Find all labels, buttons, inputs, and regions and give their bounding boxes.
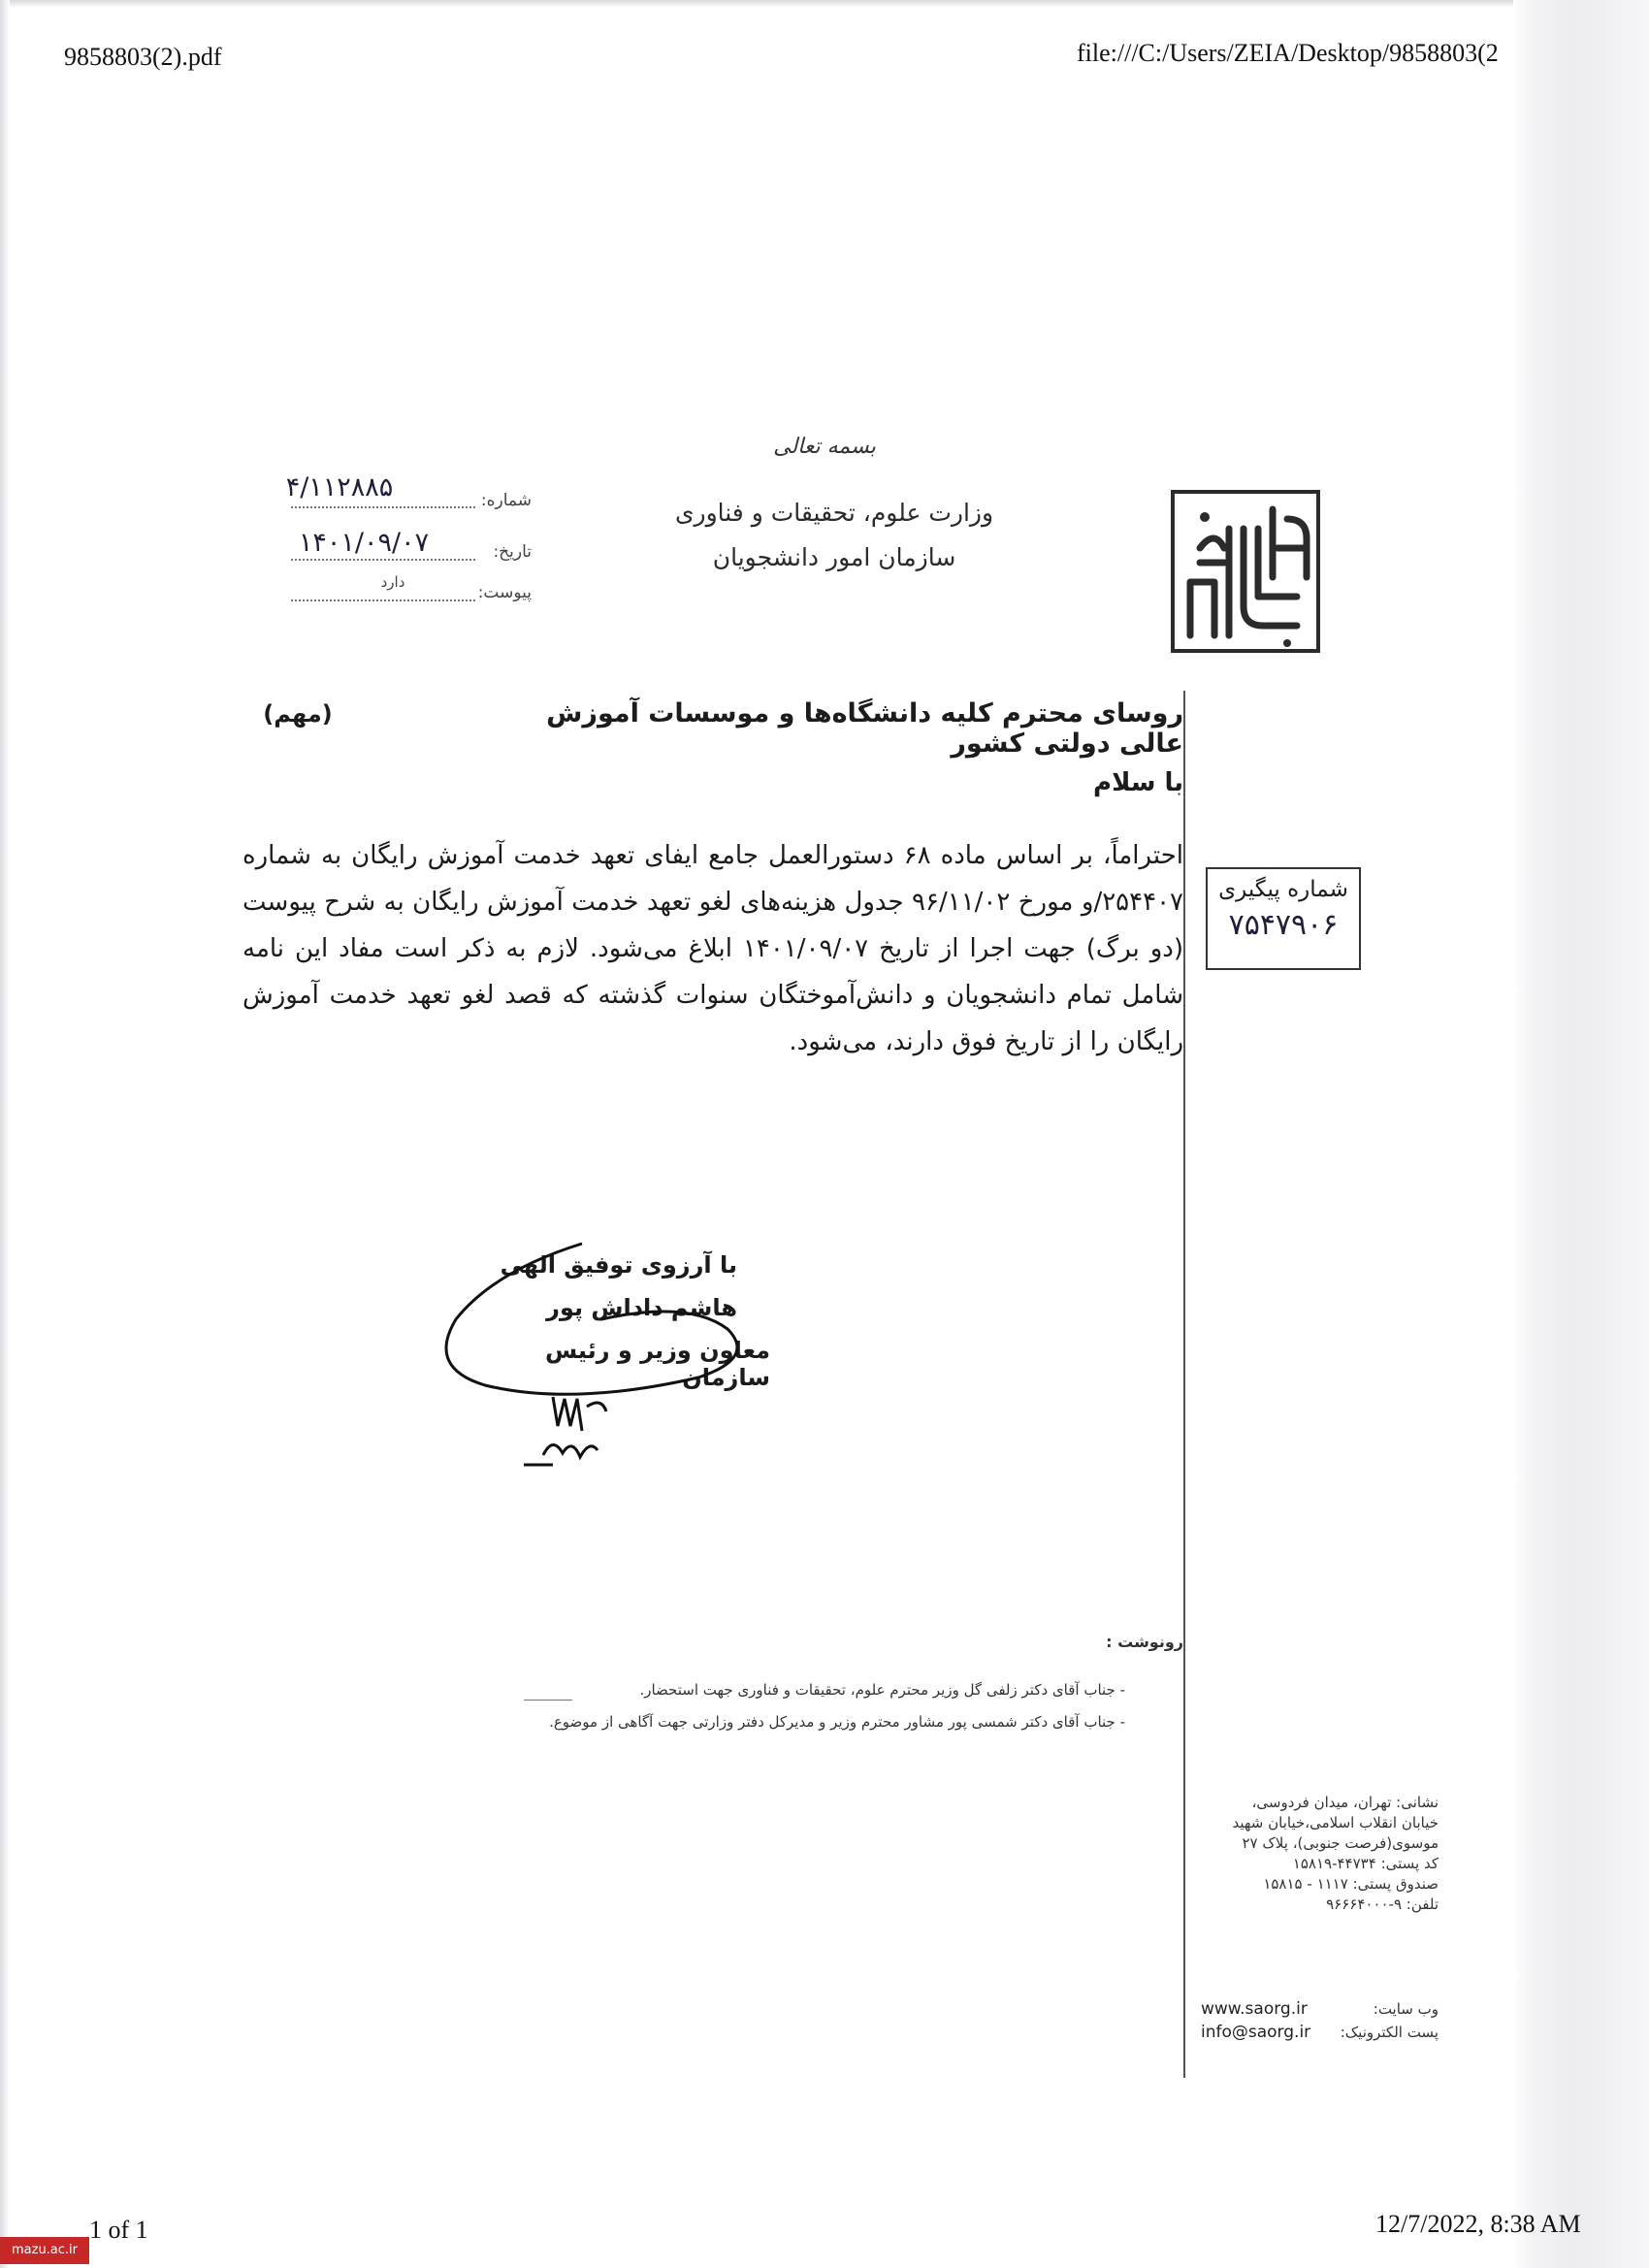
cc-title: رونوشت : [1106,1633,1183,1651]
paper-edge-right [1513,0,1649,2268]
organization-name: سازمان امور دانشجویان [712,543,956,571]
print-filename: 9858803(2).pdf [64,43,222,71]
signatory-title: معاون وزیر و رئیس سازمان [544,1337,770,1391]
addressee: روسای محترم کلیه دانشگاه‌ها و موسسات آموزش عالی دولتی کشور [546,698,1183,759]
handwritten-signature-icon [407,1232,776,1474]
address-line: صندوق پستی: ۱۱۱۷ - ۱۵۸۱۵ [1263,1875,1439,1893]
cc-dash [524,1700,572,1701]
signature-closing: با آرزوی توفیق الهی [500,1251,737,1279]
address-line: خیابان انقلاب اسلامی،خیابان شهید [1232,1814,1439,1831]
date-dots [291,559,475,561]
address-line: موسوی(فرصت جنوبی)، پلاک ۲۷ [1242,1834,1439,1852]
tracking-label: شماره پیگیری [1218,877,1348,902]
paper-edge-left [0,0,10,2268]
letter-body: احتراماً، بر اساس ماده ۶۸ دستورالعمل جامع ایفای تعهد خدمت آموزش رایگان به شماره ۲۵۴۴۰۷/و مورخ ۹۶/۱۱/۰۲ جدول هزینه‌های لغو تعهد خدمت آموزش رایگان به شرح پیوست (دو برگ) جهت اجرا از تاریخ ۱۴۰۱/۰۹/۰۷ ابلاغ می‌شود. لازم به ذکر است مفاد این نامه شامل تمام دانشجویان و دانش‌آموختگان سنوات گذشته که قصد لغو تعهد خدمت آموزش رایگان را از تاریخ فوق دارند، می‌شود. [242,841,1184,1056]
print-page-count: 1 of 1 [89,2216,148,2244]
email-address[interactable]: info@saorg.ir [1201,2023,1311,2042]
address-line: تلفن: ۹-۹۶۶۶۴۰۰۰ [1326,1895,1439,1913]
tracking-number: ۷۵۴۷۹۰۶ [1228,908,1339,942]
website-row [1201,1998,1439,2020]
cc-line: - جناب آقای دکتر شمسی پور مشاور محترم وزیر و مدیرکل دفتر وزارتی جهت آگاهی از موضوع. [549,1713,1125,1731]
attachment-label: پیوست: [477,583,532,602]
email-label: پست الکترونیک: [1340,2024,1439,2041]
print-datetime: 12/7/2022, 8:38 AM [1375,2210,1581,2238]
address-line: کد پستی: ۴۴۷۳۴-۱۵۸۱۹ [1292,1855,1439,1872]
address-line: نشانی: تهران، میدان فردوسی، [1251,1794,1439,1811]
salutation: با سلام [1093,768,1183,797]
letter-number-label: شماره: [480,491,532,510]
signatory-name: هاشم داداش پور [546,1294,737,1321]
website-url[interactable]: www.saorg.ir [1201,1999,1308,2019]
tracking-number-box [1206,867,1361,970]
priority-mark: (مهم) [263,700,333,728]
margin-rule [1183,691,1185,2078]
website-label: وب سایت: [1373,2000,1439,2018]
letter-date-label: تاریخ: [493,542,532,562]
number-dots [291,506,475,508]
paper-edge-top [0,0,1649,8]
attachment-value: دارد [380,573,405,591]
postal-address [1201,1793,1439,1915]
print-file-path: file:///C:/Users/ZEIA/Desktop/9858803(2 [1077,39,1499,67]
letter-date-value: ۱۴۰۱/۰۹/۰۷ [298,528,430,558]
letter-number-value: ۴/۱۱۲۸۸۵ [285,472,394,502]
organization-logo-icon [1171,490,1321,655]
attachment-dots [291,599,475,601]
bismillah: بسمه تعالی [773,435,876,459]
email-row [1201,2022,1439,2043]
site-watermark: mazu.ac.ir [0,2237,89,2264]
ministry-name: وزارت علوم، تحقیقات و فناوری [674,499,994,527]
cc-line: - جناب آقای دکتر زلفی گل وزیر محترم علوم، تحقیقات و فناوری جهت استحضار. [639,1681,1125,1699]
